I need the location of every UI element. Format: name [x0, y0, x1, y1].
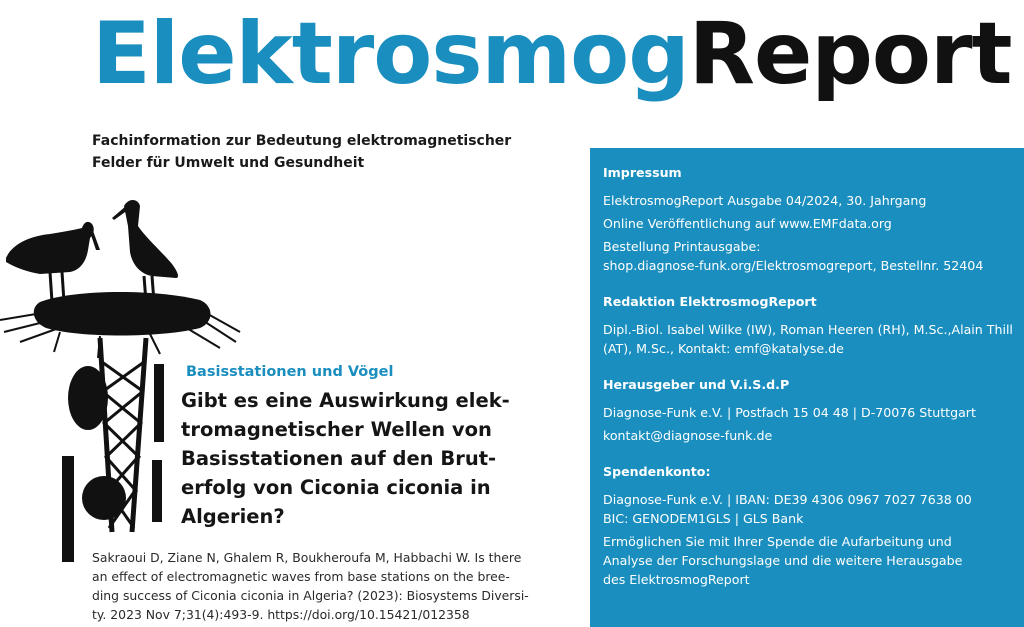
masthead-part-report: Report: [688, 4, 1012, 104]
spenden-text: des ElektrosmogReport: [603, 572, 750, 587]
order-label: Bestellung Printausgabe:: [603, 239, 761, 254]
order-value: shop.diagnose-funk.org/Elektrosmogreport, Bestellnr. 52404: [603, 258, 984, 273]
issue-line: ElektrosmogReport Ausgabe 04/2024, 30. Jahrgang: [603, 193, 927, 208]
spenden-iban: Diagnose-Funk e.V. | IBAN: DE39 4306 0967 7027 7638 00: [603, 492, 972, 507]
spenden-heading: Spendenkonto:: [603, 464, 711, 479]
spenden-text: Analyse der Forschungslage und die weitere Herausgabe: [603, 553, 963, 568]
headline-line: tromagnetischer Wellen von: [181, 418, 492, 441]
citation-line: Sakraoui D, Ziane N, Ghalem R, Boukheroufa M, Habbachi W. Is there: [92, 550, 522, 565]
headline-line: erfolg von Ciconia ciconia in: [181, 476, 491, 499]
impressum-heading: Impressum: [603, 165, 682, 180]
citation-line: ding success of Ciconia ciconia in Algeria? (2023): Biosystems Diversi-: [92, 588, 529, 603]
redaktion-line: (AT), M.Sc., Kontakt: emf@katalyse.de: [603, 341, 844, 356]
masthead-title: [92, 4, 1012, 104]
redaktion-section: [603, 293, 1014, 358]
tagline-line: Fachinformation zur Bedeutung elektromagnetischer: [92, 133, 512, 149]
citation-line: ty. 2023 Nov 7;31(4):493-9. https://doi.org/10.15421/012358: [92, 607, 470, 622]
redaktion-line: Dipl.-Biol. Isabel Wilke (IW), Roman Heeren (RH), M.Sc.,Alain Thill: [603, 322, 1013, 337]
online-line: Online Veröffentlichung auf www.EMFdata.org: [603, 216, 892, 231]
herausgeber-address: Diagnose-Funk e.V. | Postfach 15 04 48 | D-70076 Stuttgart: [603, 405, 976, 420]
headline-line: Basisstationen auf den Brut-: [181, 447, 497, 470]
impressum-sidebar: [590, 148, 1024, 627]
spenden-section: [603, 463, 1014, 589]
article-citation: [92, 548, 529, 624]
headline-line: Gibt es eine Auswirkung elek-: [181, 389, 510, 412]
tagline-line: Felder für Umwelt und Gesundheit: [92, 155, 365, 171]
spenden-text: Ermöglichen Sie mit Ihrer Spende die Aufarbeitung und: [603, 534, 952, 549]
redaktion-heading: Redaktion ElektrosmogReport: [603, 294, 817, 309]
masthead-part-elektrosmog: Elektrosmog: [92, 4, 689, 104]
spenden-bic: BIC: GENODEM1GLS | GLS Bank: [603, 511, 804, 526]
herausgeber-email: kontakt@diagnose-funk.de: [603, 428, 773, 443]
citation-line: an effect of electromagnetic waves from base stations on the bree-: [92, 569, 510, 584]
herausgeber-section: [603, 376, 1014, 445]
article-kicker: Basisstationen und Vögel: [186, 364, 394, 380]
article-headline: [181, 386, 521, 531]
herausgeber-heading: Herausgeber und V.i.S.d.P: [603, 377, 790, 392]
impressum-section: [603, 164, 1014, 275]
tagline: [92, 130, 512, 174]
headline-line: Algerien?: [181, 505, 285, 528]
